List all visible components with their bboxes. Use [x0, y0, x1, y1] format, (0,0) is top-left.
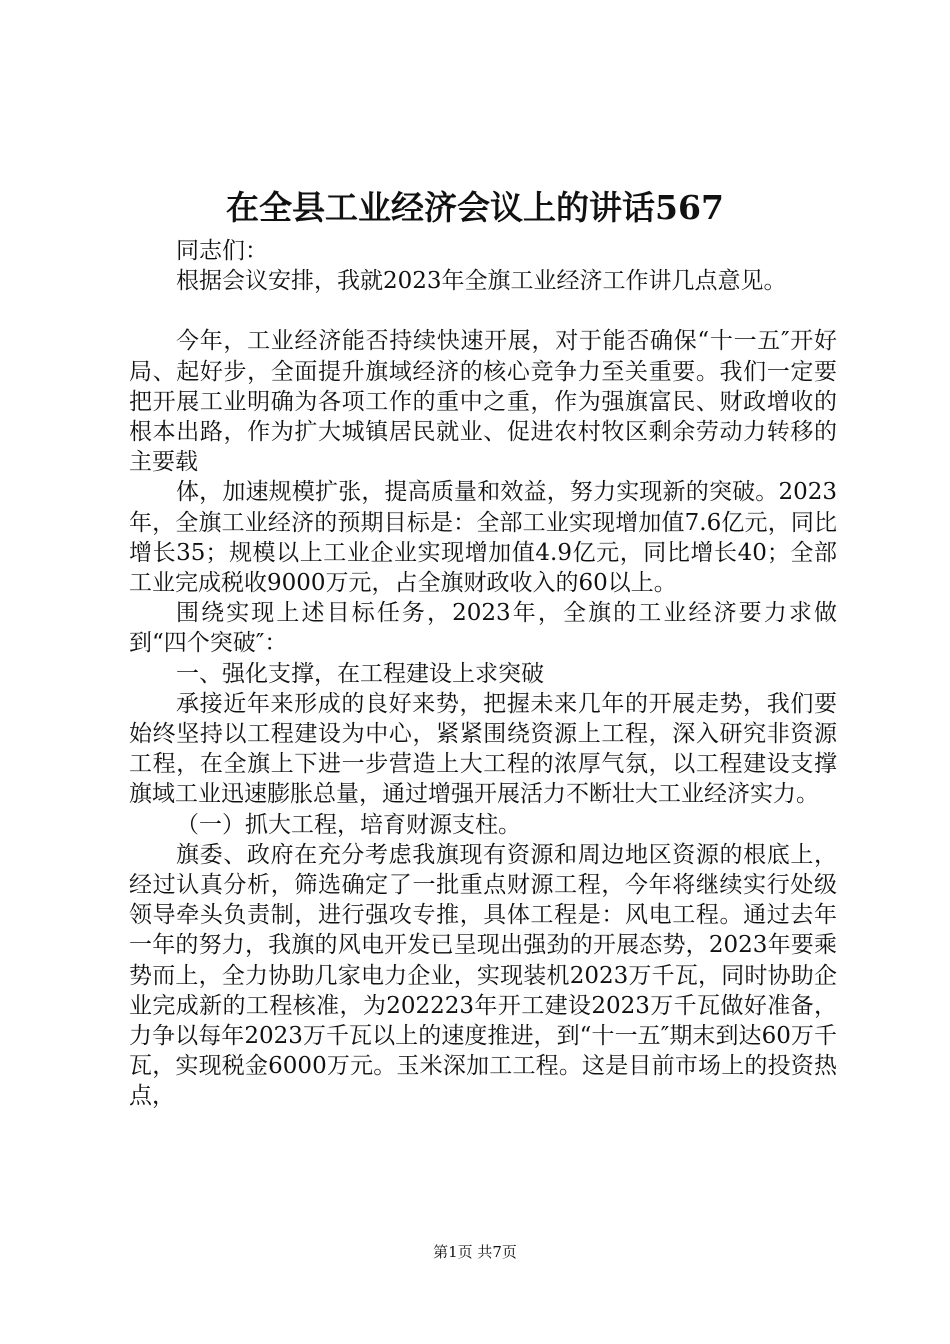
document-body	[129, 236, 837, 1112]
paragraph: 围绕实现上述目标任务，2023年，全旗的工业经济要力求做到“四个突破″：	[129, 600, 837, 657]
paragraph: 旗委、政府在充分考虑我旗现有资源和周边地区资源的根底上，经过认真分析，筛选确定了一批重点财源工程，今年将继续实行处级领导牵头负责制，进行强攻专推，具体工程是：风电工程。通过去年一年的努力，我旗的风电开发已呈现出强劲的开展态势，2023年要乘势而上，全力协助几家电力企业，实现装机2023万千瓦，同时协助企业完成新的工程核准，为202223年开工建设2023万千瓦做好准备，力争以每年2023万千瓦以上的速度推进，到“十一五″期末到达60万千瓦，实现税金6000万元。玉米深加工工程。这是目前市场上的投资热点，	[129, 841, 837, 1110]
subsection-heading: （一）抓大工程，培育财源支柱。	[176, 811, 521, 838]
document-title: 在全县工业经济会议上的讲话567	[226, 188, 724, 227]
paragraph: 体，加速规模扩张，提高质量和效益，努力实现新的突破。2023年，全旗工业经济的预期目标是：全部工业实现增加值7.6亿元，同比增长35；规模以上工业企业实现增加值4.9亿元，同比增长40；全部工业完成税收9000万元，占全旗财政收入的60以上。	[129, 479, 837, 597]
section-heading: 一、强化支撑，在工程建设上求突破	[176, 660, 544, 687]
blank-line	[129, 296, 837, 326]
paragraph: 承接近年来形成的良好来势，把握未来几年的开展走势，我们要始终坚持以工程建设为中心，紧紧围绕资源上工程，深入研究非资源工程，在全旗上下进一步营造上大工程的浓厚气氛，以工程建设支撑旗域工业迅速膨胀总量，通过增强开展活力不断壮大工业经济实力。	[129, 690, 837, 808]
salutation: 同志们：	[176, 238, 268, 264]
paragraph: 今年，工业经济能否持续快速开展，对于能否确保“十一五″开好局、起好步，全面提升旗域经济的核心竞争力至关重要。我们一定要把开展工业明确为各项工作的重中之重，作为强旗富民、财政增收的根本出路，作为扩大城镇居民就业、促进农村牧区剩余劳动力转移的主要载	[129, 328, 837, 476]
page-number: 第1页 共7页	[433, 1243, 517, 1261]
paragraph: 根据会议安排，我就2023年全旗工业经济工作讲几点意见。	[176, 268, 787, 295]
